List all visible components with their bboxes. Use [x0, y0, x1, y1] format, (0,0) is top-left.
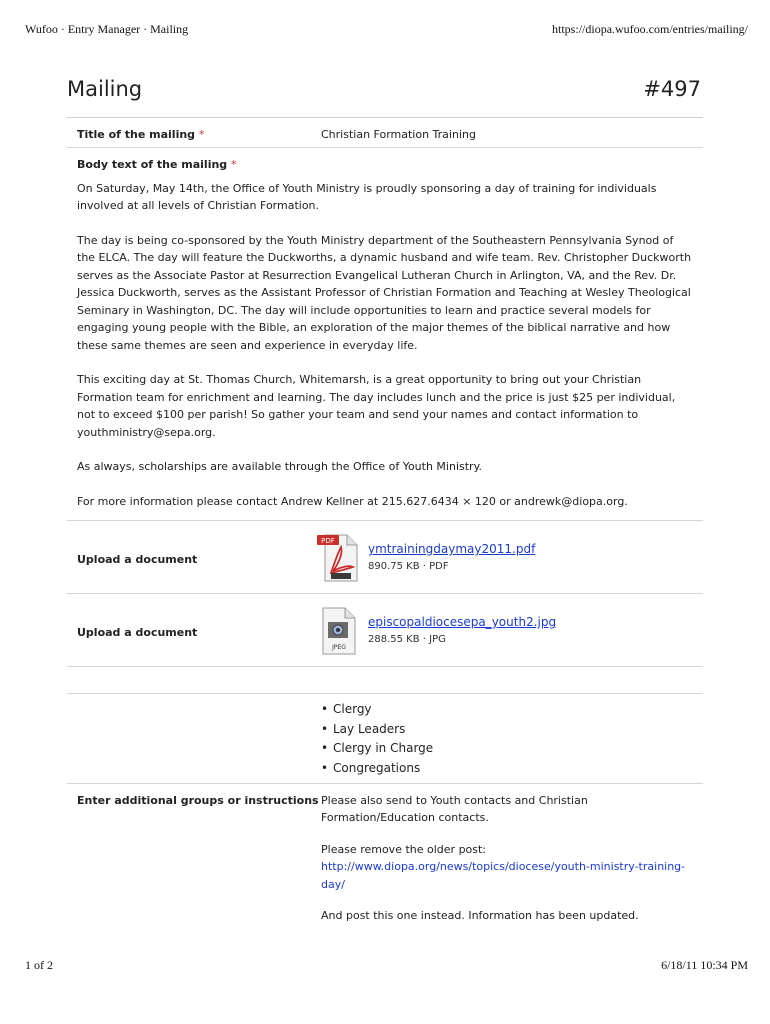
list-item: • Clergy in Charge	[321, 741, 434, 756]
body-paragraph: As always, scholarships are available through the Office of Youth Ministry.	[77, 460, 483, 473]
field-row-body	[67, 148, 703, 521]
entry-title: Mailing	[67, 77, 143, 101]
file-link[interactable]: episcopaldiocesepa_youth2.jpg	[368, 615, 557, 629]
file-link[interactable]: ymtrainingdaymay2011.pdf	[368, 542, 536, 556]
field-row-instructions	[67, 784, 703, 925]
required-mark: *	[231, 158, 237, 171]
field-label-instructions: Enter additional groups or instructions	[77, 793, 319, 807]
body-paragraph: On Saturday, May 14th, the Office of Youth Ministry is proudly sponsoring a day of training for individuals involved at all levels of Christian Formation.	[77, 181, 657, 212]
entry-number: #497	[643, 77, 701, 101]
field-value-instructions	[321, 792, 701, 925]
field-row-title	[67, 118, 703, 148]
jpeg-badge-text: JPEG	[332, 644, 346, 651]
instructions-paragraph	[321, 841, 701, 894]
group-label: Clergy	[333, 702, 372, 716]
field-row-upload-1	[67, 521, 703, 594]
field-value-title: Christian Formation Training	[321, 128, 476, 141]
group-label: Congregations	[333, 761, 421, 776]
field-label-title	[77, 126, 204, 144]
groups-list	[67, 700, 703, 779]
list-item: • Lay Leaders	[321, 721, 406, 736]
required-mark: *	[198, 128, 205, 141]
body-paragraph: For more information please contact Andrew Kellner at 215.627.6434 × 120 or andrewk@diopa.org.	[77, 494, 628, 508]
field-label-title-text: Title of the mailing	[77, 128, 196, 141]
instructions-paragraph: And post this one instead. Information has been updated.	[321, 909, 639, 923]
entry-header	[67, 75, 703, 118]
field-row-groups	[67, 694, 703, 784]
field-label-upload: Upload a document	[77, 626, 198, 639]
list-item: • Congregations	[321, 761, 421, 776]
pdf-badge-text: PDF	[321, 537, 335, 545]
old-post-link[interactable]: http://www.diopa.org/news/topics/diocese/youth-ministry-training-day/	[321, 860, 686, 891]
file-meta: 890.75 KB · PDF	[368, 561, 449, 572]
jpeg-file-icon[interactable]	[317, 606, 361, 656]
instructions-paragraph: Please also send to Youth contacts and Christian Formation/Education contacts.	[321, 793, 588, 825]
print-footer	[25, 958, 748, 974]
pdf-file-icon[interactable]	[317, 533, 361, 583]
page-count: 1 of 2	[25, 958, 53, 972]
field-row-upload-2	[67, 594, 703, 667]
group-label: Clergy in Charge	[333, 741, 434, 756]
print-header-url: https://diopa.wufoo.com/entries/mailing/	[552, 22, 748, 36]
print-header-title: Wufoo · Entry Manager · Mailing	[25, 22, 189, 36]
entry-content	[67, 75, 703, 939]
body-paragraph: This exciting day at St. Thomas Church, Whitemarsh, is a great opportunity to bring out your Christian Formation team for enrichment and learning. The day includes lunch and the price is just $25 per individual, not to exceed $100 per parish! So gather your team and send your names and contact information to youthministry@sepa.org.	[77, 373, 676, 439]
list-item: • Clergy	[321, 702, 372, 716]
file-meta: 288.55 KB · JPG	[368, 634, 446, 645]
field-label-body-text: Body text of the mailing	[77, 158, 228, 171]
print-header	[25, 22, 748, 38]
field-label-upload: Upload a document	[77, 553, 198, 566]
instructions-prefix: Please remove the older post:	[321, 842, 487, 856]
print-timestamp: 6/18/11 10:34 PM	[661, 958, 748, 972]
field-row-empty	[67, 667, 703, 694]
body-paragraph: The day is being co-sponsored by the Youth Ministry department of the Southeastern Pennsylvania Synod of the ELCA. The day will feature the Duckworths, a dynamic husband and wife team. Rev. Christopher Duckworth serves as the Associate Pastor at Resurrection Evangelical Lutheran Church in Arlington, VA, and the Rev. Dr. Jessica Duckworth, serves as the Assistant Professor of Christian Formation and Teaching at Wesley Theological Seminary in Washington, DC. The day will include opportunities to learn and practice several models for engaging young people with the Bible, an exploration of the major themes of the biblical narrative and how these same themes are seen and experience in everyday life.	[77, 233, 692, 352]
group-label: Lay Leaders	[333, 721, 406, 736]
field-label-body	[77, 156, 693, 174]
